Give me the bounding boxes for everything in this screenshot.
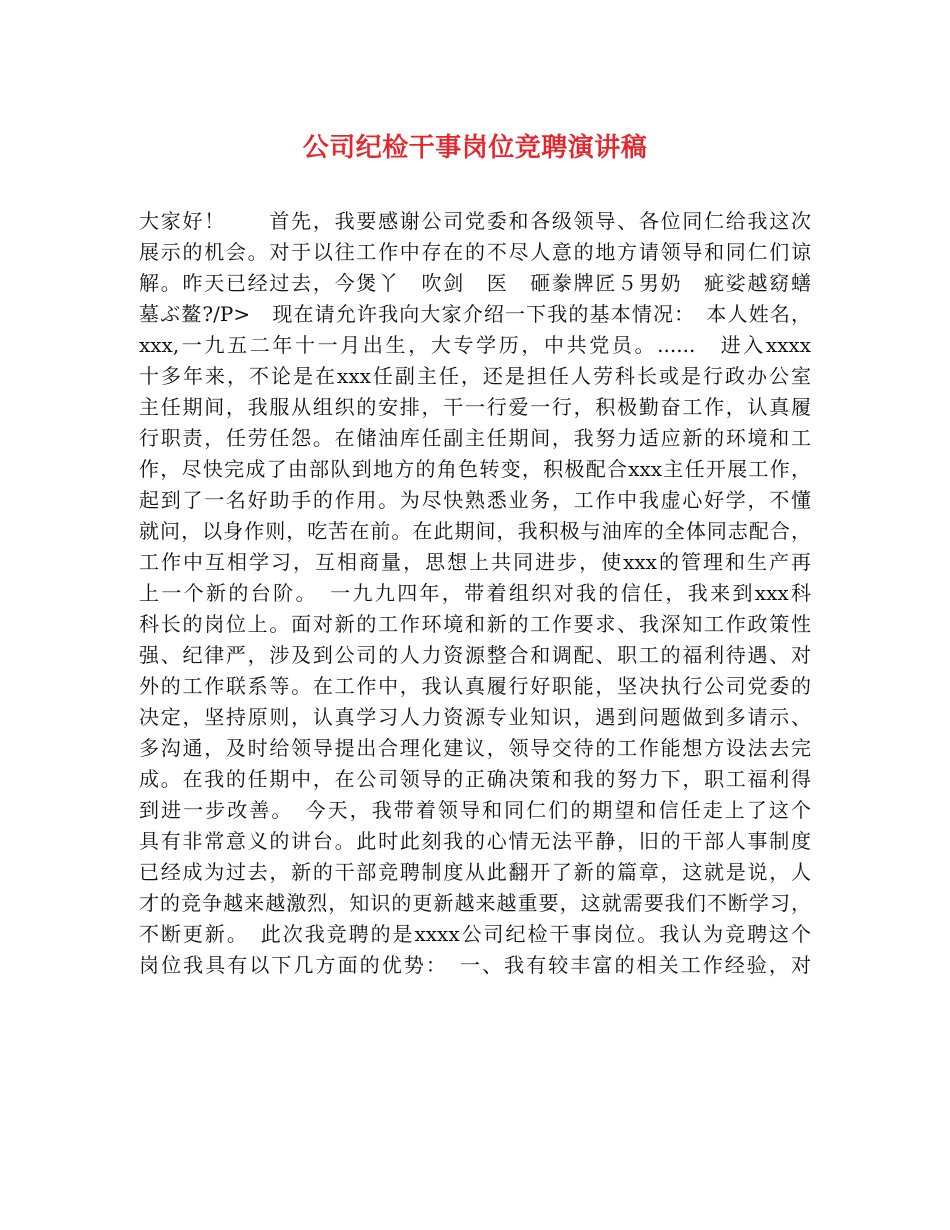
document-title: 公司纪检干事岗位竞聘演讲稿 [302,133,648,163]
body-line: 科长的岗位上。面对新的工作环境和新的工作要求、我深知工作政策性 [139,612,811,636]
body-line: 多沟通，及时给领导提出合理化建议，领导交待的工作能想方设法去完 [139,736,811,760]
body-line: 行职责，任劳任怨。在储油库任副主任期间，我努力适应新的环境和工 [139,426,811,450]
body-line: 才的竞争越来越激烈，知识的更新越来越重要，这就需要我们不断学习， [139,891,811,915]
body-line: 成。在我的任期中，在公司领导的正确决策和我的努力下，职工福利得 [139,767,811,791]
body-line: 到进一步改善。 今天，我带着领导和同仁们的期望和信任走上了这个 [139,798,811,822]
body-line: 决定，坚持原则，认真学习人力资源专业知识，遇到问题做到多请示、 [139,705,811,729]
body-line: 不断更新。 此次我竞聘的是xxxx公司纪检干事岗位。我认为竞聘这个 [139,922,811,946]
body-line: 作，尽快完成了由部队到地方的角色转变，积极配合xxx主任开展工作， [139,457,811,481]
body-line: 展示的机会。对于以往工作中存在的不尽人意的地方请领导和同仁们谅 [139,240,811,264]
body-line: 工作中互相学习，互相商量，思想上共同进步，使xxx的管理和生产再 [139,550,811,574]
body-line: 具有非常意义的讲台。此时此刻我的心情无法平静，旧的干部人事制度 [139,829,811,853]
document-body [139,206,811,981]
body-line: 岗位我具有以下几方面的优势： 一、我有较丰富的相关工作经验，对 [139,953,811,977]
body-line: 外的工作联系等。在工作中，我认真履行好职能，坚决执行公司党委的 [139,674,811,698]
body-line: 起到了一名好助手的作用。为尽快熟悉业务，工作中我虚心好学，不懂 [139,488,811,512]
body-line: 主任期间，我服从组织的安排，干一行爱一行，积极勤奋工作，认真履 [139,395,811,419]
body-line: 大家好！ 首先，我要感谢公司党委和各级领导、各位同仁给我这次 [139,209,811,233]
body-line: 上一个新的台阶。 一九九四年，带着组织对我的信任，我来到xxx科 [139,581,811,605]
body-line: xxx,一九五二年十一月出生，大专学历，中共党员。...... 进入xxxx [139,333,811,357]
body-line: 解。昨天已经过去，今煲丫 吹剑 医 砸豢牌匠５男奶 疵娑越窈蟮 [139,271,811,295]
body-line: 十多年来，不论是在xxx任副主任，还是担任人劳科长或是行政办公室 [139,364,811,388]
body-line: 墓ぶ鳌?/P> 现在请允许我向大家介绍一下我的基本情况： 本人姓名， [139,302,811,326]
body-line: 强、纪律严，涉及到公司的人力资源整合和调配、职工的福利待遇、对 [139,643,811,667]
body-line: 已经成为过去，新的干部竞聘制度从此翻开了新的篇章，这就是说，人 [139,860,811,884]
body-line: 就问，以身作则，吃苦在前。在此期间，我积极与油库的全体同志配合， [139,519,811,543]
